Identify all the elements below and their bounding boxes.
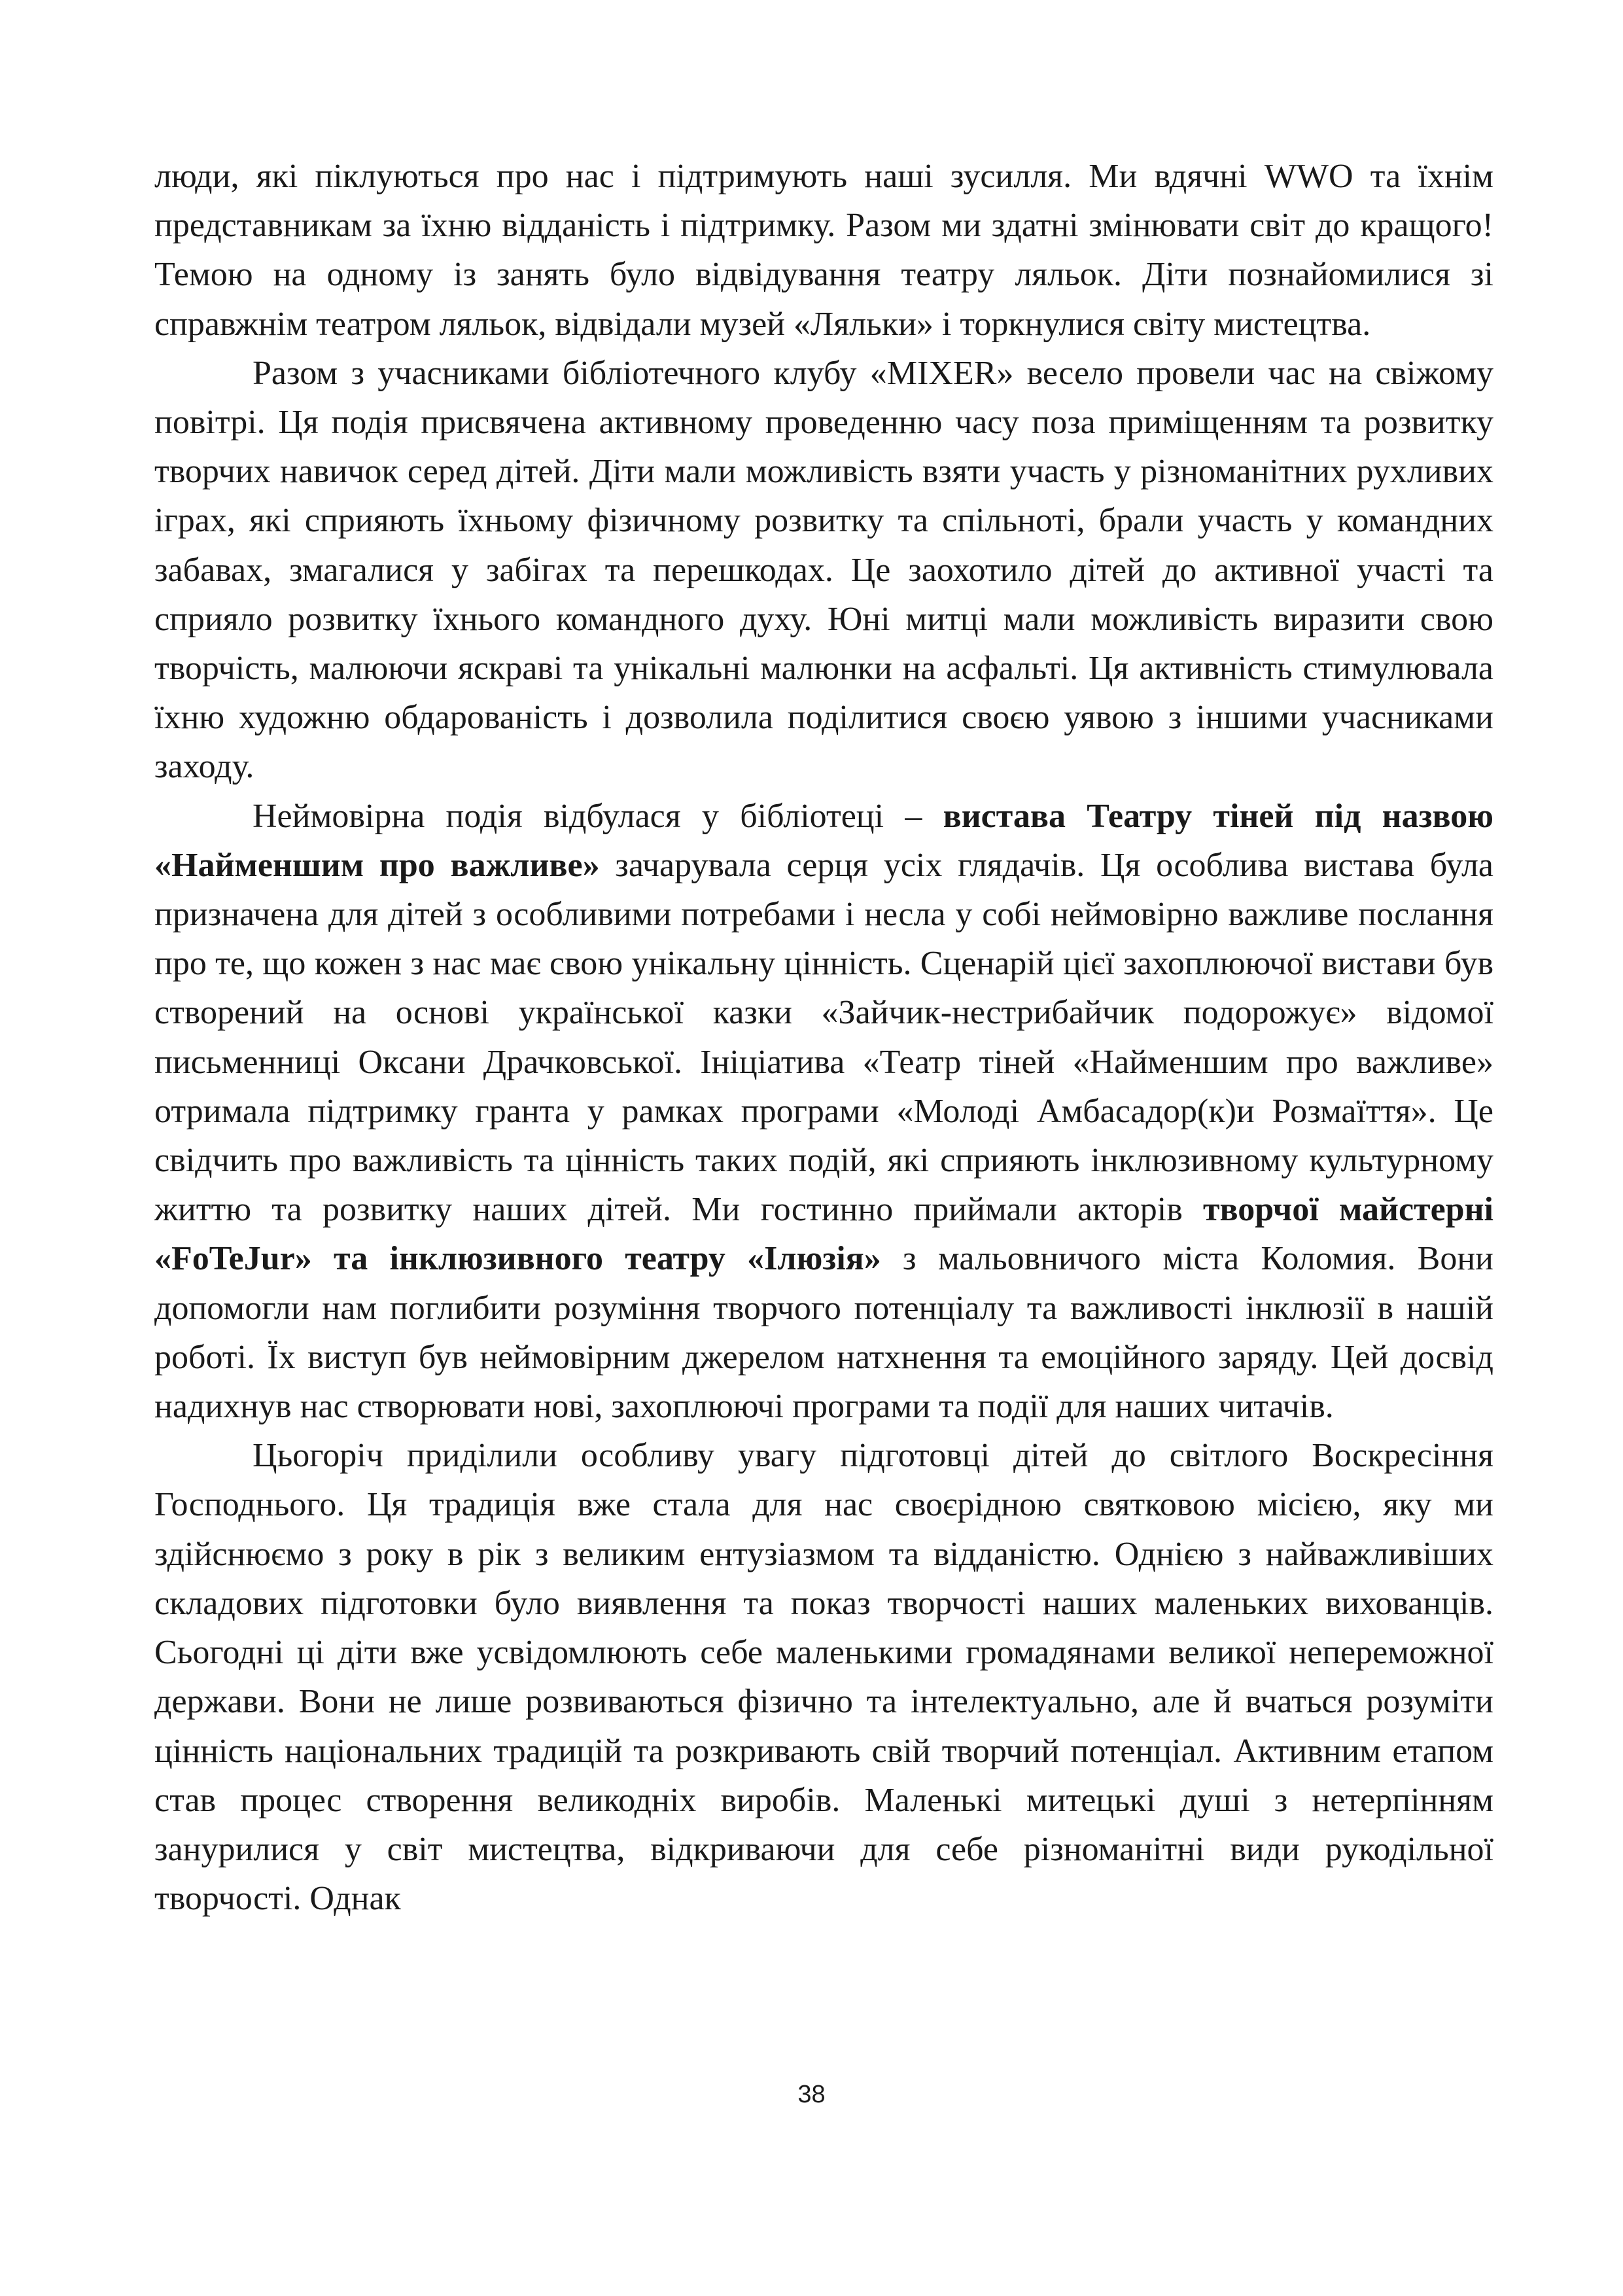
document-page <box>154 152 1493 2180</box>
paragraph-2-run-1: Разом з учасниками бібліотечного клубу «MIXER» весело провели час на свіжому повітрі. Ця подія присвячена активному проведенню часу поза приміщенням та розвитку творчих навичок серед дітей. Діти мали можливість взяти участь у різноманітних рухливих іграх, які сприяють їхньому фізичному розвитку та спільноті, брали участь у командних забавах, змагалися у забігах та перешкодах. Це заохотило дітей до активної участі та сприяло розвитку їхнього командного духу. Юні митці мали можливість виразити свою творчість, малюючи яскраві та унікальні малюнки на асфальті. Ця активність стимулювала їхню художню обдарованість і дозволила поділитися своєю уявою з іншими учасниками заходу. <box>154 354 1493 786</box>
paragraph-3-run-3: зачарувала серця усіх глядачів. Ця особлива вистава була призначена для дітей з особливими потребами і несла у собі неймовірно важливе послання про те, що кожен з нас має свою унікальну цінність. Сценарій цієї захоплюючої вистави був створений на основі української казки «Зайчик-нестрибайчик подорожує» відомої письменниці Оксани Драчковської. Ініціатива «Театр тіней «Найменшим про важливе» отримала підтримку гранта у рамках програми «Молоді Амбасадор(к)и Розмаїття». Це свідчить про важливість та цінність таких подій, які сприяють інклюзивному культурному життю та розвитку наших дітей. Ми гостинно приймали акторів <box>154 846 1493 1229</box>
paragraph-3-bold-run-2: творчої майстерні «FoTeJur» та інклюзивного театру «Ілюзія» <box>154 1191 1493 1278</box>
paragraph-1-run-1: люди, які піклуються про нас і підтримують наші зусилля. Ми вдячні WWO та їхнім представникам за їхню відданість і підтримку. Разом ми здатні змінювати світ до кращого! Темою на одному із занять було відвідування театру ляльок. Діти познайомилися зі справжнім театром ляльок, відвідали музей «Ляльки» і торкнулися світу мистецтва. <box>154 158 1493 343</box>
paragraph-3 <box>154 792 1493 1432</box>
paragraph-4 <box>154 1431 1493 1923</box>
paragraph-1 <box>154 152 1493 349</box>
paragraph-3-run-1: Неймовірна подія відбулася у бібліотеці – <box>253 797 943 835</box>
paragraph-4-run-1: Цьогоріч приділили особливу увагу підготовці дітей до світлого Воскресіння Господнього. Ця традиція вже стала для нас своєрідною святковою місією, яку ми здійснюємо з року в рік з великим ентузіазмом та відданістю. Однією з найважливіших складових підготовки було виявлення та показ творчості наших маленьких вихованців. Сьогодні ці діти вже усвідомлюють себе маленькими громадянами великої непереможної держави. Вони не лише розвиваються фізично та інтелектуально, але й вчаться розуміти цінність національних традицій та розкривають свій творчий потенціал. Активним етапом став процес створення великодніх виробів. Маленькі митецькі душі з нетерпінням занурилися у світ мистецтва, відкриваючи для себе різноманітні види рукодільної творчості. Однак <box>154 1437 1493 1918</box>
paragraph-3-run-5: з мальовничого міста Коломия. Вони допомогли нам поглибити розуміння творчого потенціалу та важливості інклюзії в нашій роботі. Їх виступ був неймовірним джерелом натхнення та емоційного заряду. Цей досвід надихнув нас створювати нові, захоплюючі програми та події для наших читачів. <box>154 1240 1493 1426</box>
paragraph-3-bold-run-1: вистава Театру тіней під назвою «Найменшим про важливе» <box>154 797 1493 884</box>
paragraph-2 <box>154 349 1493 792</box>
page-number: 38 <box>797 2081 826 2108</box>
